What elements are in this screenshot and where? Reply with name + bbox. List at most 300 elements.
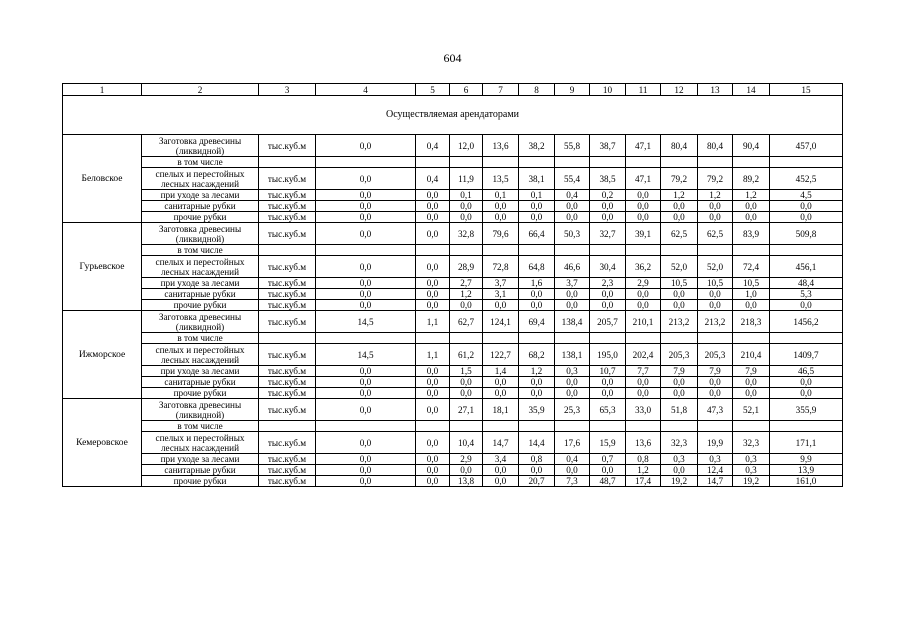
value-cell: 0,0: [590, 289, 626, 300]
value-cell: 0,4: [416, 135, 450, 157]
value-cell: 48,4: [770, 278, 843, 289]
value-cell: 0,0: [450, 377, 483, 388]
value-cell: 13,6: [483, 135, 519, 157]
table-row: [63, 278, 843, 289]
value-cell: [698, 333, 733, 344]
row-label: прочие рубки: [142, 212, 259, 223]
column-number: 10: [590, 84, 626, 96]
column-number: 2: [142, 84, 259, 96]
row-label: спелых и перестойных лесных насаждений: [142, 256, 259, 278]
value-cell: 7,9: [733, 366, 770, 377]
value-cell: [733, 333, 770, 344]
value-cell: [590, 333, 626, 344]
value-cell: 13,9: [770, 465, 843, 476]
row-label: прочие рубки: [142, 300, 259, 311]
value-cell: 218,3: [733, 311, 770, 333]
row-label: в том числе: [142, 157, 259, 168]
value-cell: 36,2: [626, 256, 661, 278]
value-cell: 0,0: [416, 300, 450, 311]
district-name: Гурьевское: [63, 223, 142, 311]
row-label: при уходе за лесами: [142, 190, 259, 201]
value-cell: 0,0: [770, 388, 843, 399]
value-cell: 0,0: [316, 201, 416, 212]
value-cell: 452,5: [770, 168, 843, 190]
unit-cell: тыс.куб.м: [259, 135, 316, 157]
value-cell: 0,0: [770, 300, 843, 311]
value-cell: 20,7: [519, 476, 555, 487]
value-cell: 0,0: [316, 366, 416, 377]
value-cell: [316, 245, 416, 256]
row-label: при уходе за лесами: [142, 366, 259, 377]
value-cell: 161,0: [770, 476, 843, 487]
value-cell: 0,0: [416, 399, 450, 421]
value-cell: 0,0: [450, 212, 483, 223]
value-cell: 0,0: [483, 465, 519, 476]
row-label: в том числе: [142, 421, 259, 432]
value-cell: [316, 333, 416, 344]
value-cell: [316, 157, 416, 168]
row-label: санитарные рубки: [142, 377, 259, 388]
value-cell: 1,2: [519, 366, 555, 377]
value-cell: 2,9: [626, 278, 661, 289]
value-cell: 171,1: [770, 432, 843, 454]
row-label: при уходе за лесами: [142, 278, 259, 289]
table-row: [63, 399, 843, 421]
value-cell: 32,3: [661, 432, 698, 454]
value-cell: [483, 245, 519, 256]
value-cell: 1409,7: [770, 344, 843, 366]
value-cell: 50,3: [555, 223, 590, 245]
table-row: [63, 476, 843, 487]
value-cell: 62,7: [450, 311, 483, 333]
value-cell: 0,0: [316, 399, 416, 421]
value-cell: [519, 157, 555, 168]
value-cell: 0,0: [698, 300, 733, 311]
value-cell: 213,2: [661, 311, 698, 333]
table-row: [63, 454, 843, 465]
value-cell: 0,0: [698, 201, 733, 212]
row-label: санитарные рубки: [142, 289, 259, 300]
value-cell: 0,0: [416, 366, 450, 377]
unit-cell: тыс.куб.м: [259, 168, 316, 190]
table-row: [63, 168, 843, 190]
value-cell: 0,0: [733, 300, 770, 311]
value-cell: 79,6: [483, 223, 519, 245]
value-cell: 0,0: [555, 289, 590, 300]
value-cell: 0,0: [519, 212, 555, 223]
row-label: Заготовка древесины (ликвидной): [142, 223, 259, 245]
value-cell: 19,2: [661, 476, 698, 487]
value-cell: [698, 421, 733, 432]
value-cell: 3,4: [483, 454, 519, 465]
value-cell: 12,4: [698, 465, 733, 476]
value-cell: 90,4: [733, 135, 770, 157]
unit-cell: тыс.куб.м: [259, 223, 316, 245]
value-cell: [698, 157, 733, 168]
value-cell: 1456,2: [770, 311, 843, 333]
value-cell: 46,6: [555, 256, 590, 278]
value-cell: 205,7: [590, 311, 626, 333]
table-row: [63, 190, 843, 201]
value-cell: 0,0: [519, 201, 555, 212]
value-cell: 27,1: [450, 399, 483, 421]
value-cell: 13,8: [450, 476, 483, 487]
value-cell: 33,0: [626, 399, 661, 421]
value-cell: 69,4: [519, 311, 555, 333]
district-name: Кемеровское: [63, 399, 142, 487]
value-cell: [590, 245, 626, 256]
value-cell: 62,5: [698, 223, 733, 245]
value-cell: [416, 157, 450, 168]
value-cell: 0,0: [450, 465, 483, 476]
value-cell: 68,2: [519, 344, 555, 366]
value-cell: 0,0: [416, 432, 450, 454]
unit-cell: [259, 421, 316, 432]
value-cell: 46,5: [770, 366, 843, 377]
value-cell: 0,0: [316, 476, 416, 487]
value-cell: 80,4: [661, 135, 698, 157]
forest-harvest-table: [62, 83, 843, 487]
value-cell: [555, 421, 590, 432]
value-cell: 4,5: [770, 190, 843, 201]
value-cell: [555, 333, 590, 344]
value-cell: 0,4: [555, 454, 590, 465]
value-cell: [316, 421, 416, 432]
value-cell: [626, 245, 661, 256]
value-cell: 0,0: [483, 476, 519, 487]
value-cell: 47,3: [698, 399, 733, 421]
column-number: 3: [259, 84, 316, 96]
value-cell: 7,9: [661, 366, 698, 377]
row-label: Заготовка древесины (ликвидной): [142, 399, 259, 421]
value-cell: 0,0: [416, 465, 450, 476]
row-label: санитарные рубки: [142, 465, 259, 476]
unit-cell: тыс.куб.м: [259, 432, 316, 454]
table-row: [63, 157, 843, 168]
value-cell: [661, 333, 698, 344]
value-cell: [770, 245, 843, 256]
value-cell: 0,0: [661, 289, 698, 300]
column-number: 7: [483, 84, 519, 96]
table-row: [63, 289, 843, 300]
table-row: [63, 388, 843, 399]
value-cell: 55,8: [555, 135, 590, 157]
value-cell: 0,0: [416, 388, 450, 399]
value-cell: [590, 421, 626, 432]
value-cell: 72,4: [733, 256, 770, 278]
row-label: Заготовка древесины (ликвидной): [142, 135, 259, 157]
column-number: 4: [316, 84, 416, 96]
value-cell: 30,4: [590, 256, 626, 278]
value-cell: 10,5: [661, 278, 698, 289]
value-cell: [661, 421, 698, 432]
value-cell: 0,0: [483, 388, 519, 399]
value-cell: 122,7: [483, 344, 519, 366]
value-cell: 0,0: [555, 388, 590, 399]
value-cell: 1,2: [733, 190, 770, 201]
table-row: [63, 366, 843, 377]
value-cell: 0,0: [519, 388, 555, 399]
value-cell: 0,0: [316, 135, 416, 157]
value-cell: 0,8: [626, 454, 661, 465]
value-cell: 39,1: [626, 223, 661, 245]
value-cell: 0,0: [483, 201, 519, 212]
value-cell: 0,0: [316, 454, 416, 465]
value-cell: 0,0: [316, 278, 416, 289]
section-title: Осуществляемая арендаторами: [63, 96, 843, 135]
value-cell: 0,0: [590, 201, 626, 212]
value-cell: 52,0: [698, 256, 733, 278]
value-cell: 3,1: [483, 289, 519, 300]
value-cell: 0,8: [519, 454, 555, 465]
value-cell: 0,0: [483, 212, 519, 223]
value-cell: 0,0: [661, 465, 698, 476]
value-cell: 2,9: [450, 454, 483, 465]
value-cell: [555, 245, 590, 256]
column-number: 5: [416, 84, 450, 96]
row-label: спелых и перестойных лесных насаждений: [142, 168, 259, 190]
value-cell: 19,2: [733, 476, 770, 487]
value-cell: 89,2: [733, 168, 770, 190]
value-cell: 0,0: [416, 377, 450, 388]
row-label: спелых и перестойных лесных насаждений: [142, 432, 259, 454]
value-cell: [483, 333, 519, 344]
value-cell: 2,3: [590, 278, 626, 289]
value-cell: 10,4: [450, 432, 483, 454]
value-cell: 205,3: [698, 344, 733, 366]
value-cell: 32,8: [450, 223, 483, 245]
value-cell: 48,7: [590, 476, 626, 487]
value-cell: 0,0: [661, 300, 698, 311]
value-cell: 14,7: [483, 432, 519, 454]
value-cell: 0,0: [626, 201, 661, 212]
row-label: санитарные рубки: [142, 201, 259, 212]
value-cell: 9,9: [770, 454, 843, 465]
value-cell: 0,0: [316, 465, 416, 476]
row-label: спелых и перестойных лесных насаждений: [142, 344, 259, 366]
table-row: [63, 311, 843, 333]
value-cell: [416, 333, 450, 344]
unit-cell: тыс.куб.м: [259, 212, 316, 223]
value-cell: 0,0: [416, 212, 450, 223]
value-cell: 14,5: [316, 311, 416, 333]
table-row: [63, 223, 843, 245]
value-cell: 0,3: [733, 454, 770, 465]
value-cell: [733, 157, 770, 168]
value-cell: 66,4: [519, 223, 555, 245]
table-row: [63, 421, 843, 432]
value-cell: 0,0: [450, 388, 483, 399]
unit-cell: тыс.куб.м: [259, 344, 316, 366]
value-cell: 0,3: [733, 465, 770, 476]
value-cell: 0,0: [555, 212, 590, 223]
row-label: при уходе за лесами: [142, 454, 259, 465]
value-cell: [770, 333, 843, 344]
unit-cell: тыс.куб.м: [259, 300, 316, 311]
value-cell: 0,0: [770, 212, 843, 223]
value-cell: 0,0: [698, 289, 733, 300]
value-cell: 0,0: [698, 377, 733, 388]
value-cell: 79,2: [661, 168, 698, 190]
value-cell: 3,7: [483, 278, 519, 289]
value-cell: 1,4: [483, 366, 519, 377]
value-cell: 0,0: [555, 465, 590, 476]
table-row: [63, 135, 843, 157]
value-cell: 202,4: [626, 344, 661, 366]
value-cell: [483, 157, 519, 168]
column-number: 15: [770, 84, 843, 96]
value-cell: [770, 421, 843, 432]
value-cell: 0,0: [590, 465, 626, 476]
value-cell: 1,1: [416, 344, 450, 366]
value-cell: 0,0: [555, 300, 590, 311]
value-cell: 15,9: [590, 432, 626, 454]
value-cell: 0,0: [450, 201, 483, 212]
value-cell: [483, 421, 519, 432]
value-cell: [590, 157, 626, 168]
value-cell: [450, 421, 483, 432]
unit-cell: тыс.куб.м: [259, 201, 316, 212]
value-cell: 32,3: [733, 432, 770, 454]
table-row: [63, 465, 843, 476]
value-cell: [626, 157, 661, 168]
value-cell: 5,3: [770, 289, 843, 300]
value-cell: 10,7: [590, 366, 626, 377]
value-cell: [626, 333, 661, 344]
value-cell: [450, 157, 483, 168]
value-cell: 0,0: [733, 377, 770, 388]
page-number: 604: [443, 51, 462, 65]
value-cell: 0,0: [450, 300, 483, 311]
value-cell: 355,9: [770, 399, 843, 421]
unit-cell: [259, 333, 316, 344]
value-cell: 0,1: [483, 190, 519, 201]
value-cell: [770, 157, 843, 168]
table-row: [63, 333, 843, 344]
value-cell: [626, 421, 661, 432]
value-cell: 0,0: [316, 190, 416, 201]
value-cell: 1,1: [416, 311, 450, 333]
value-cell: 0,0: [555, 201, 590, 212]
value-cell: 0,0: [661, 201, 698, 212]
table-row: [63, 432, 843, 454]
value-cell: 7,9: [698, 366, 733, 377]
value-cell: 0,0: [626, 388, 661, 399]
value-cell: 0,3: [661, 454, 698, 465]
value-cell: 210,4: [733, 344, 770, 366]
value-cell: 0,0: [770, 377, 843, 388]
value-cell: 0,0: [416, 201, 450, 212]
value-cell: 72,8: [483, 256, 519, 278]
value-cell: 0,3: [555, 366, 590, 377]
value-cell: 0,0: [483, 300, 519, 311]
value-cell: 1,2: [698, 190, 733, 201]
value-cell: 0,0: [483, 377, 519, 388]
value-cell: 457,0: [770, 135, 843, 157]
column-number: 13: [698, 84, 733, 96]
unit-cell: тыс.куб.м: [259, 311, 316, 333]
table-row: [63, 300, 843, 311]
value-cell: 138,4: [555, 311, 590, 333]
value-cell: 11,9: [450, 168, 483, 190]
value-cell: 456,1: [770, 256, 843, 278]
unit-cell: тыс.куб.м: [259, 366, 316, 377]
value-cell: 83,9: [733, 223, 770, 245]
value-cell: 64,8: [519, 256, 555, 278]
value-cell: 0,1: [519, 190, 555, 201]
table-row: [63, 344, 843, 366]
value-cell: 0,0: [733, 388, 770, 399]
value-cell: 210,1: [626, 311, 661, 333]
value-cell: [519, 421, 555, 432]
value-cell: 0,0: [519, 289, 555, 300]
value-cell: 509,8: [770, 223, 843, 245]
value-cell: 14,7: [698, 476, 733, 487]
value-cell: 38,7: [590, 135, 626, 157]
unit-cell: тыс.куб.м: [259, 377, 316, 388]
unit-cell: тыс.куб.м: [259, 278, 316, 289]
value-cell: 1,2: [626, 465, 661, 476]
value-cell: 28,9: [450, 256, 483, 278]
value-cell: 0,1: [450, 190, 483, 201]
district-name: Ижморское: [63, 311, 142, 399]
value-cell: 12,0: [450, 135, 483, 157]
value-cell: 79,2: [698, 168, 733, 190]
value-cell: 0,0: [733, 212, 770, 223]
column-number: 8: [519, 84, 555, 96]
value-cell: [555, 157, 590, 168]
value-cell: 14,5: [316, 344, 416, 366]
unit-cell: тыс.куб.м: [259, 256, 316, 278]
value-cell: 0,0: [698, 212, 733, 223]
value-cell: 0,0: [626, 289, 661, 300]
value-cell: 35,9: [519, 399, 555, 421]
value-cell: 52,1: [733, 399, 770, 421]
value-cell: 0,0: [661, 388, 698, 399]
value-cell: [450, 245, 483, 256]
unit-cell: тыс.куб.м: [259, 399, 316, 421]
value-cell: 0,0: [316, 289, 416, 300]
column-number: 9: [555, 84, 590, 96]
value-cell: [416, 245, 450, 256]
value-cell: 13,5: [483, 168, 519, 190]
value-cell: 0,0: [316, 212, 416, 223]
value-cell: 17,4: [626, 476, 661, 487]
value-cell: 1,5: [450, 366, 483, 377]
value-cell: 0,0: [416, 223, 450, 245]
value-cell: 1,2: [661, 190, 698, 201]
column-number-row: [63, 84, 843, 96]
district-name: Беловское: [63, 135, 142, 223]
section-title-row: [63, 96, 843, 135]
value-cell: 0,0: [416, 454, 450, 465]
value-cell: 138,1: [555, 344, 590, 366]
unit-cell: тыс.куб.м: [259, 465, 316, 476]
value-cell: 0,0: [316, 168, 416, 190]
column-number: 12: [661, 84, 698, 96]
value-cell: 0,0: [416, 289, 450, 300]
value-cell: 0,0: [316, 300, 416, 311]
value-cell: 19,9: [698, 432, 733, 454]
value-cell: 7,3: [555, 476, 590, 487]
value-cell: 0,0: [316, 256, 416, 278]
value-cell: 18,1: [483, 399, 519, 421]
value-cell: [733, 421, 770, 432]
value-cell: 0,0: [316, 377, 416, 388]
value-cell: 1,2: [450, 289, 483, 300]
value-cell: 38,2: [519, 135, 555, 157]
value-cell: 195,0: [590, 344, 626, 366]
